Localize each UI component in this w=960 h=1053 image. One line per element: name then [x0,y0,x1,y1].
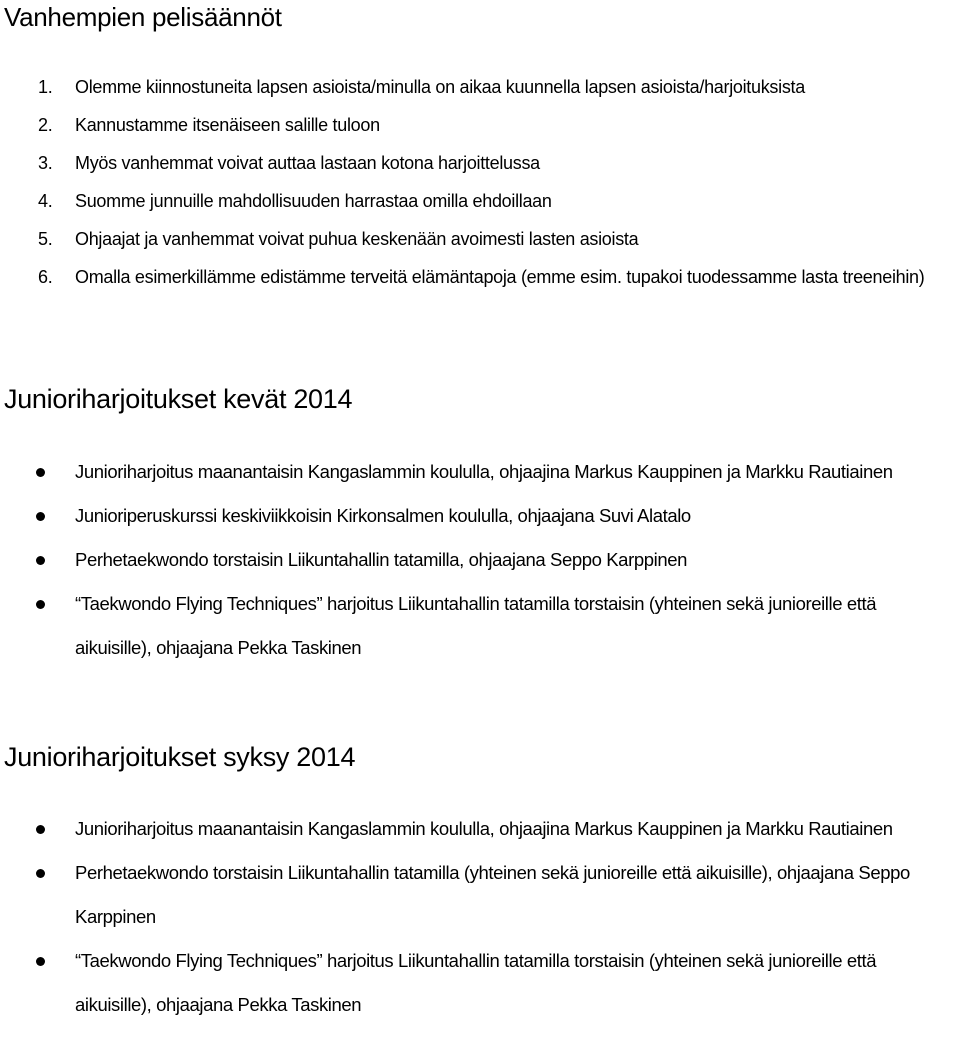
list-item [0,939,956,1027]
list-item [0,220,930,258]
list-item [0,182,930,220]
list-item [0,450,956,494]
bullet-icon [36,957,45,966]
item-text: Junioriharjoitus maanantaisin Kangaslammin koululla, ohjaajina Markus Kauppinen ja Markku Rautiainen [75,461,893,482]
list-item [0,106,930,144]
list-item [0,256,930,298]
item-text: Olemme kiinnostuneita lapsen asioista/minulla on aikaa kuunnella lapsen asioista/harjoituksista [75,77,805,97]
item-text: Myös vanhemmat voivat auttaa lastaan kotona harjoittelussa [75,153,540,173]
bullet-icon [36,468,45,477]
item-text: Kannustamme itsenäiseen salille tuloon [75,115,380,135]
list-item [0,144,930,182]
bullet-icon [36,600,45,609]
item-text: Ohjaajat ja vanhemmat voivat puhua keskenään avoimesti lasten asioista [75,229,639,249]
bullet-icon [36,869,45,878]
list-item [0,807,956,851]
bullet-icon [36,825,45,834]
bullet-icon [36,512,45,521]
item-text: Suomme junnuille mahdollisuuden harrastaa omilla ehdoillaan [75,191,552,211]
spring-training-list [0,450,956,670]
item-number: 4. [38,191,53,211]
item-number: 2. [38,115,53,135]
item-text: Perhetaekwondo torstaisin Liikuntahallin tatamilla, ohjaajana Seppo Karppinen [75,549,687,570]
item-text: Omalla esimerkillämme edistämme terveitä elämäntapoja (emme esim. tupakoi tuodessamme lasta treeneihin) [75,267,925,287]
item-number: 6. [38,267,53,287]
parent-rules-list [0,68,930,298]
item-text: Junioriperuskurssi keskiviikkoisin Kirkonsalmen koululla, ohjaajana Suvi Alatalo [75,505,691,526]
section-heading-autumn: Junioriharjoitukset syksy 2014 [4,742,356,772]
item-text: “Taekwondo Flying Techniques” harjoitus Liikuntahallin tatamilla torstaisin (yhteinen sekä junioreille että aikuisille), ohjaajana Pekka Taskinen [75,593,877,658]
autumn-training-list [0,807,956,1027]
list-item [0,494,956,538]
list-item [0,582,956,670]
page-title: Vanhempien pelisäännöt [4,2,282,32]
item-text: Junioriharjoitus maanantaisin Kangaslammin koululla, ohjaajina Markus Kauppinen ja Markku Rautiainen [75,818,893,839]
bullet-icon [36,556,45,565]
item-number: 5. [38,229,53,249]
item-text: “Taekwondo Flying Techniques” harjoitus Liikuntahallin tatamilla torstaisin (yhteinen sekä junioreille että aikuisille), ohjaajana Pekka Taskinen [75,950,877,1015]
item-number: 1. [38,77,53,97]
list-item [0,538,956,582]
section-heading-spring: Junioriharjoitukset kevät 2014 [4,384,353,414]
item-text: Perhetaekwondo torstaisin Liikuntahallin tatamilla (yhteinen sekä junioreille että aikuisille), ohjaajana Seppo Karppinen [75,862,910,927]
list-item [0,68,930,106]
list-item [0,851,956,939]
item-number: 3. [38,153,53,173]
